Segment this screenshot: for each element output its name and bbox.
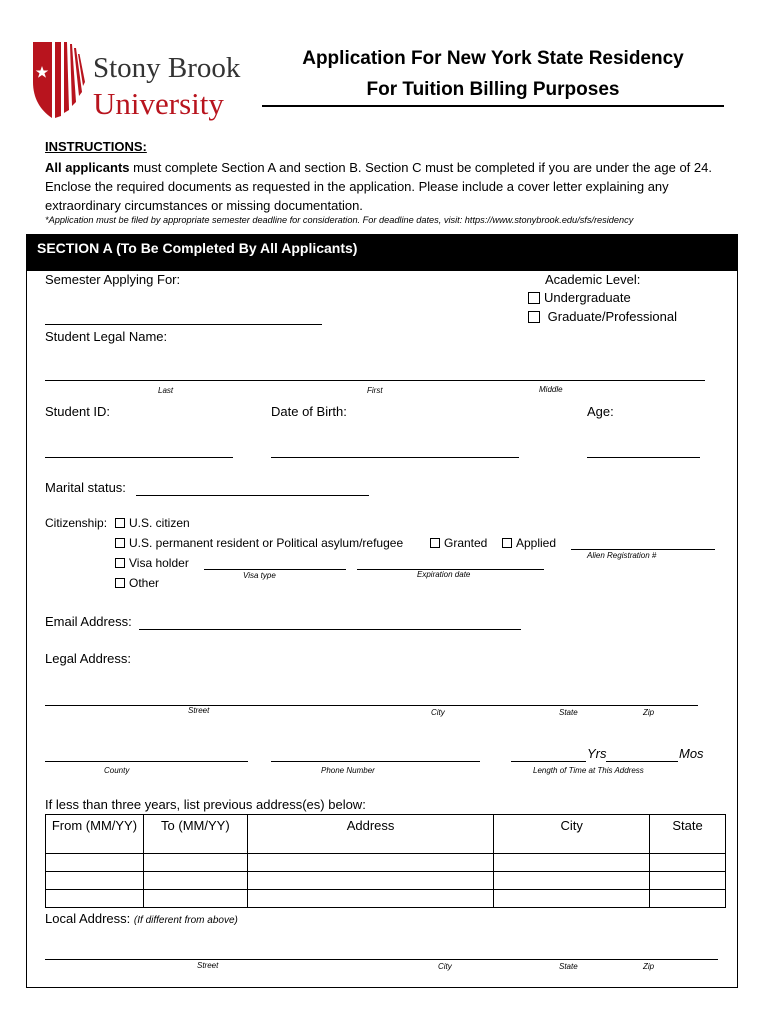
us-citizen-checkbox[interactable] bbox=[115, 518, 125, 528]
deadline-note: *Application must be filed by appropriate semester deadline for consideration. For deadline dates, visit: https://www.stonybrook.edu/sfs/residency bbox=[45, 215, 634, 225]
table-cell[interactable] bbox=[143, 890, 247, 908]
length-caption: Length of Time at This Address bbox=[533, 766, 644, 775]
us-citizen-option[interactable] bbox=[115, 516, 190, 530]
table-cell[interactable] bbox=[650, 872, 726, 890]
table-cell[interactable] bbox=[143, 854, 247, 872]
marital-status-field[interactable] bbox=[136, 495, 369, 496]
visa-holder-label: Visa holder bbox=[129, 556, 189, 570]
visa-holder-checkbox[interactable] bbox=[115, 558, 125, 568]
expiration-caption: Expiration date bbox=[417, 570, 471, 579]
instructions-text: must complete Section A and section B. Section C must be completed if you are under the age of 24. Enclose the required documents as requested in the application. Please include a cover letter explaining any extraordinary circumstances or missing documentation. bbox=[45, 160, 712, 213]
months-field[interactable] bbox=[606, 761, 678, 762]
table-cell[interactable] bbox=[650, 854, 726, 872]
permanent-resident-label: U.S. permanent resident or Political asylum/refugee bbox=[129, 536, 404, 550]
us-citizen-label: U.S. citizen bbox=[129, 516, 190, 530]
table-row bbox=[46, 872, 726, 890]
table-header-row bbox=[46, 815, 726, 854]
street-caption: Street bbox=[188, 706, 210, 715]
academic-level-label: Academic Level: bbox=[545, 272, 641, 287]
student-id-label: Student ID: bbox=[45, 404, 111, 419]
local-city-caption: City bbox=[438, 962, 452, 971]
local-address-field[interactable] bbox=[45, 959, 718, 960]
logo-wordmark-line1: Stony Brook bbox=[93, 52, 241, 84]
phone-caption: Phone Number bbox=[321, 766, 375, 775]
table-cell[interactable] bbox=[46, 872, 144, 890]
visa-type-caption: Visa type bbox=[243, 571, 276, 580]
local-street-caption: Street bbox=[197, 961, 219, 970]
page-title-line2: For Tuition Billing Purposes bbox=[366, 79, 620, 100]
applied-label: Applied bbox=[516, 536, 557, 550]
zip-caption: Zip bbox=[643, 708, 655, 717]
name-middle-caption: Middle bbox=[539, 385, 563, 394]
age-field[interactable] bbox=[587, 457, 700, 458]
legal-name-field[interactable] bbox=[45, 380, 705, 381]
student-id-field[interactable] bbox=[45, 457, 233, 458]
graduate-checkbox[interactable] bbox=[528, 311, 540, 323]
phone-field[interactable] bbox=[271, 761, 480, 762]
previous-address-label: If less than three years, list previous address(es) below: bbox=[45, 797, 366, 812]
table-cell[interactable] bbox=[650, 890, 726, 908]
table-cell[interactable] bbox=[247, 890, 494, 908]
col-to: To (MM/YY) bbox=[143, 815, 247, 854]
email-field[interactable] bbox=[139, 629, 521, 630]
table-cell[interactable] bbox=[46, 854, 144, 872]
state-caption: State bbox=[559, 708, 578, 717]
table-row bbox=[46, 854, 726, 872]
table-cell[interactable] bbox=[494, 854, 650, 872]
other-checkbox[interactable] bbox=[115, 578, 125, 588]
years-label: Yrs bbox=[587, 746, 607, 761]
col-from: From (MM/YY) bbox=[46, 815, 144, 854]
col-state: State bbox=[650, 815, 726, 854]
applied-checkbox[interactable] bbox=[502, 538, 512, 548]
semester-label: Semester Applying For: bbox=[45, 272, 181, 287]
dob-label: Date of Birth: bbox=[271, 404, 347, 419]
other-option[interactable] bbox=[115, 576, 159, 590]
table-cell[interactable] bbox=[143, 872, 247, 890]
section-a-title: SECTION A (To Be Completed By All Applicants) bbox=[26, 234, 738, 271]
local-address-note: (If different from above) bbox=[133, 915, 238, 926]
instructions-body bbox=[45, 158, 725, 215]
graduate-option[interactable] bbox=[528, 309, 677, 324]
alien-registration-field[interactable] bbox=[571, 549, 715, 550]
email-label: Email Address: bbox=[45, 614, 132, 629]
table-cell[interactable] bbox=[494, 872, 650, 890]
local-zip-caption: Zip bbox=[643, 962, 655, 971]
table-cell[interactable] bbox=[247, 854, 494, 872]
city-caption: City bbox=[431, 708, 445, 717]
granted-label: Granted bbox=[444, 536, 488, 550]
instructions-lead: All applicants bbox=[45, 160, 130, 175]
legal-address-field[interactable] bbox=[45, 705, 698, 706]
legal-name-label: Student Legal Name: bbox=[45, 329, 168, 344]
table-cell[interactable] bbox=[46, 890, 144, 908]
page-title-line1: Application For New York State Residency bbox=[302, 48, 684, 69]
undergraduate-label: Undergraduate bbox=[544, 290, 631, 305]
other-label: Other bbox=[129, 576, 160, 590]
permanent-resident-checkbox[interactable] bbox=[115, 538, 125, 548]
local-address-text: Local Address: bbox=[45, 911, 131, 926]
name-first-caption: First bbox=[367, 386, 383, 395]
col-address: Address bbox=[247, 815, 494, 854]
logo-wordmark-line2: University bbox=[93, 86, 224, 121]
alien-registration-caption: Alien Registration # bbox=[587, 551, 657, 560]
visa-holder-option[interactable] bbox=[115, 556, 189, 570]
years-field[interactable] bbox=[511, 761, 586, 762]
semester-field[interactable] bbox=[45, 324, 322, 325]
local-address-label bbox=[45, 911, 238, 926]
marital-status-label: Marital status: bbox=[45, 480, 126, 495]
months-label: Mos bbox=[679, 746, 704, 761]
granted-option[interactable] bbox=[430, 536, 487, 550]
permanent-resident-option[interactable] bbox=[115, 536, 403, 550]
previous-address-table bbox=[45, 814, 726, 908]
citizenship-label: Citizenship: bbox=[45, 516, 108, 530]
col-city: City bbox=[494, 815, 650, 854]
table-cell[interactable] bbox=[247, 872, 494, 890]
applied-option[interactable] bbox=[502, 536, 556, 550]
university-logo-shield-icon bbox=[30, 40, 86, 120]
age-label: Age: bbox=[587, 404, 614, 419]
county-caption: County bbox=[104, 766, 130, 775]
name-last-caption: Last bbox=[158, 386, 174, 395]
dob-field[interactable] bbox=[271, 457, 519, 458]
granted-checkbox[interactable] bbox=[430, 538, 440, 548]
undergraduate-checkbox[interactable] bbox=[528, 292, 540, 304]
table-cell[interactable] bbox=[494, 890, 650, 908]
undergraduate-option[interactable] bbox=[528, 290, 631, 305]
visa-type-field[interactable] bbox=[204, 569, 346, 570]
graduate-label: Graduate/Professional bbox=[547, 309, 677, 324]
title-underline bbox=[262, 105, 724, 107]
local-state-caption: State bbox=[559, 962, 578, 971]
county-field[interactable] bbox=[45, 761, 248, 762]
legal-address-label: Legal Address: bbox=[45, 651, 132, 666]
instructions-heading: INSTRUCTIONS: bbox=[45, 139, 147, 154]
table-row bbox=[46, 890, 726, 908]
